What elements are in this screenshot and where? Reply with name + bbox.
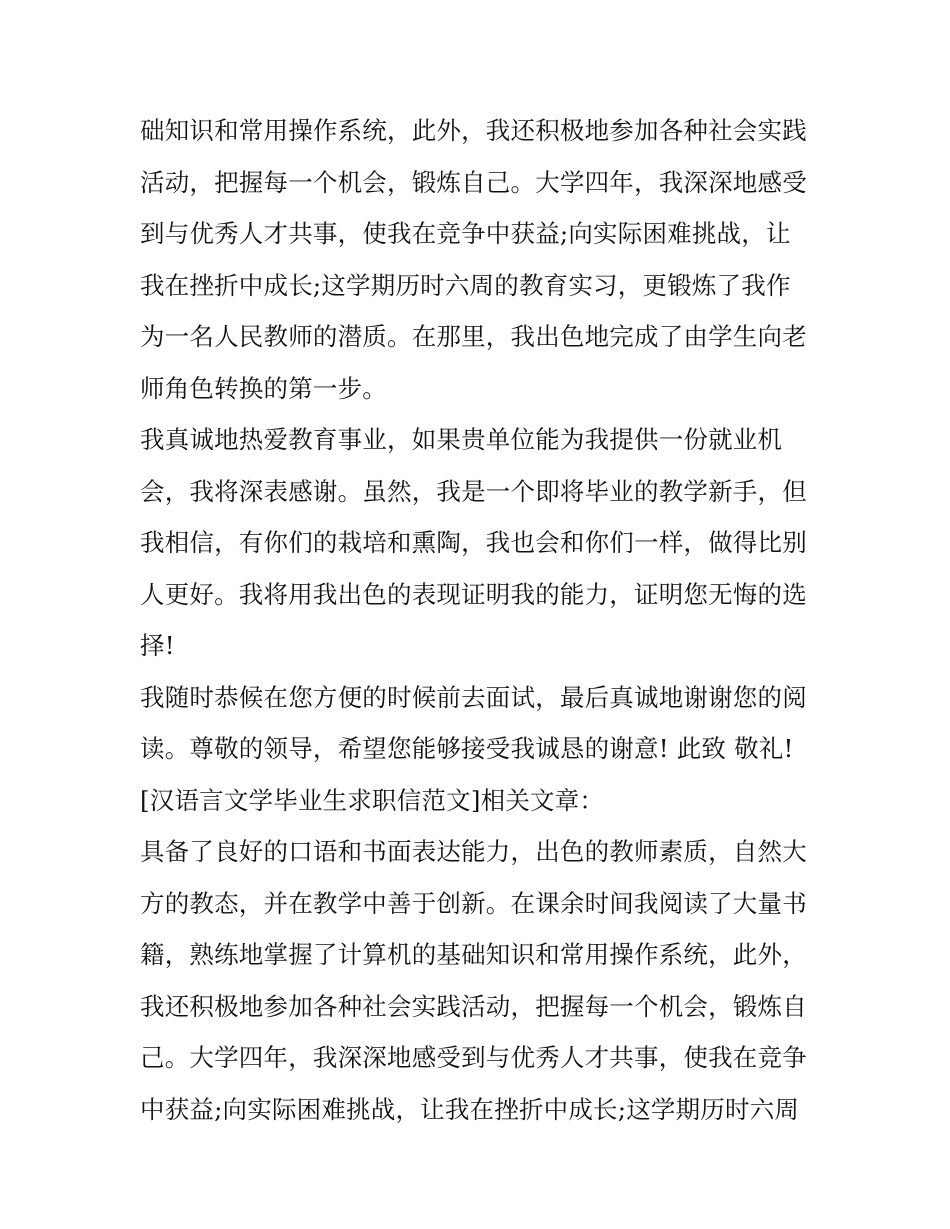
related-articles-heading: [汉语言文学毕业生求职信范文]相关文章： xyxy=(140,785,605,815)
text-line: 师角色转换的第一步。 xyxy=(140,373,387,403)
text-line: 我真诚地热爱教育事业，如果贵单位能为我提供一份就业机 xyxy=(140,425,783,454)
text-line: 我还积极地参加各种社会实践活动，把握每一个机会，锻炼自 xyxy=(140,991,807,1021)
text-line: 己。大学四年，我深深地感受到与优秀人才共事，使我在竞争 xyxy=(140,1043,807,1072)
text-line: 我相信，有你们的栽培和熏陶，我也会和你们一样，做得比别 xyxy=(140,528,807,557)
text-line: 为一名人民教师的潜质。在那里，我出色地完成了由学生向老 xyxy=(140,322,807,351)
text-line: 择! xyxy=(140,631,175,660)
text-line: 具备了良好的口语和书面表达能力，出色的教师素质，自然大 xyxy=(140,837,807,866)
text-line: 础知识和常用操作系统，此外，我还积极地参加各种社会实践 xyxy=(140,116,807,145)
text-line: 我在挫折中成长;这学期历时六周的教育实习，更锻炼了我作 xyxy=(140,270,791,300)
document-body xyxy=(140,105,820,1135)
text-line: 会，我将深表感谢。虽然，我是一个即将毕业的教学新手，但 xyxy=(140,476,807,506)
text-line: 方的教态，并在教学中善于创新。在课余时间我阅读了大量书 xyxy=(140,888,807,918)
text-line: 中获益;向实际困难挑战，让我在挫折中成长;这学期历时六周 xyxy=(140,1094,800,1124)
text-line: 到与优秀人才共事，使我在竞争中获益;向实际困难挑战，让 xyxy=(140,219,791,248)
text-line: 籍，熟练地掌握了计算机的基础知识和常用操作系统，此外， xyxy=(140,940,807,969)
text-line: 活动，把握每一个机会，锻炼自己。大学四年，我深深地感受 xyxy=(140,167,807,197)
text-line: 读。尊敬的领导，希望您能够接受我诚恳的谢意! 此致 敬礼! xyxy=(140,734,794,763)
text-line: 我随时恭候在您方便的时候前去面试，最后真诚地谢谢您的阅 xyxy=(140,682,807,712)
text-line: 人更好。我将用我出色的表现证明我的能力，证明您无悔的选 xyxy=(140,579,807,609)
